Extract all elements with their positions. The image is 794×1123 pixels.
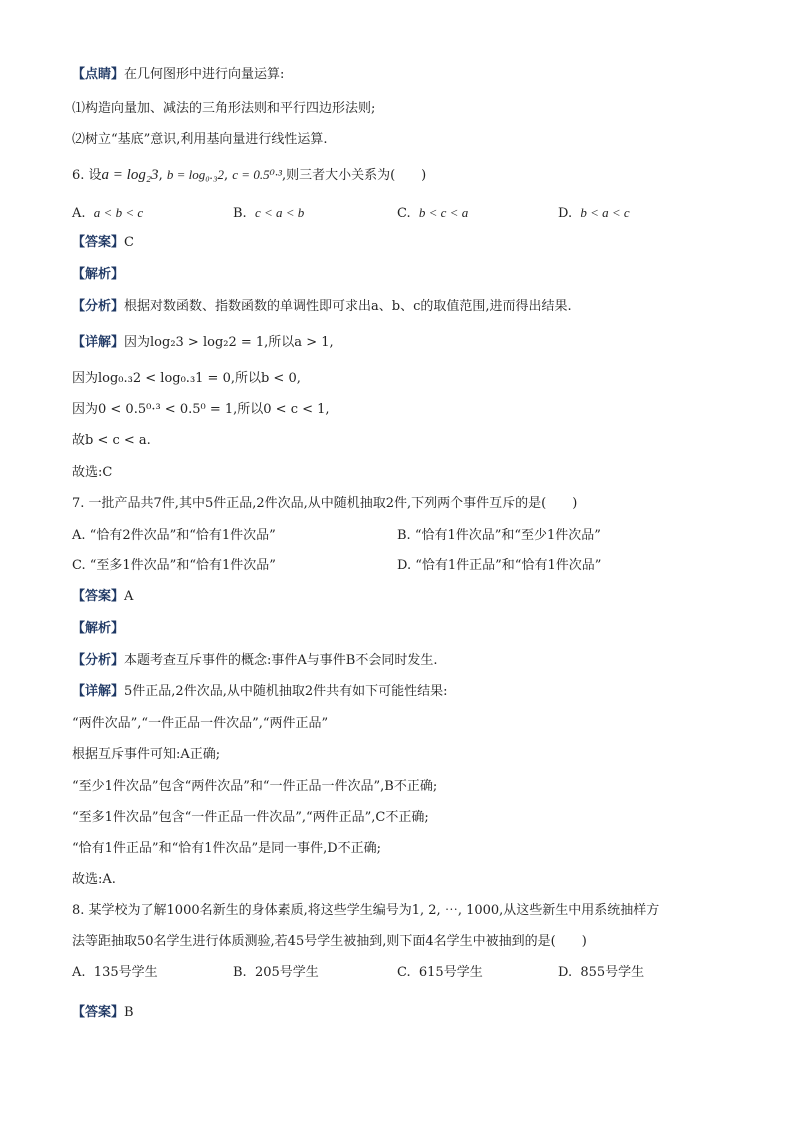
- q8-answer: [72, 1004, 134, 1022]
- option-text: 615号学生: [418, 965, 483, 980]
- answer-value: C: [124, 235, 134, 250]
- option-text: b < c < a: [418, 205, 469, 220]
- option-text: 855号学生: [580, 965, 645, 980]
- q8-option-d: [558, 964, 644, 982]
- option-label: B.: [233, 965, 247, 980]
- option-text: 205号学生: [254, 965, 319, 980]
- option-text: “恰有1件正品”和“恰有1件次品”: [415, 558, 602, 573]
- answer-label: 【答案】: [72, 589, 125, 604]
- q6-stem-suffix: ,则三者大小关系为( ): [281, 168, 427, 183]
- detail-label: 【详解】: [72, 684, 125, 699]
- analysis-label: 【解析】: [72, 267, 125, 282]
- option-label: D.: [558, 206, 573, 221]
- option-label: A.: [72, 528, 86, 543]
- option-label: C.: [72, 558, 86, 573]
- q8-stem-line-2: 法等距抽取50名学生进行体质测验,若45号学生被抽到,则下面4名学生中被抽到的是( ): [72, 934, 587, 949]
- q6-option-c: [397, 204, 468, 223]
- q7-option-b: [397, 527, 601, 545]
- q6-b-expr: b = log₀.₃2: [166, 167, 225, 182]
- fenxi-label: 【分析】: [72, 299, 125, 314]
- option-text: “恰有1件次品”和“至少1件次品”: [414, 528, 601, 543]
- q7-detail-line-3: “至少1件次品”包含“两件次品”和“一件正品一件次品”,B不正确;: [72, 779, 438, 794]
- option-text: 135号学生: [93, 965, 158, 980]
- option-text: b < a < c: [580, 205, 630, 220]
- q7-fenxi: [72, 652, 437, 670]
- q6-option-a: [72, 204, 143, 223]
- q8-option-a: [72, 964, 158, 982]
- option-label: C.: [397, 206, 411, 221]
- q8-option-c: [397, 964, 483, 982]
- q6-a-expr: a = log₂3: [101, 167, 159, 183]
- option-text: a < b < c: [93, 205, 144, 220]
- option-text: c < a < b: [254, 205, 305, 220]
- q6-analysis: [72, 266, 124, 284]
- answer-value: A: [124, 589, 134, 604]
- q7-answer: [72, 588, 133, 606]
- q8-stem-line-1: 8. 某学校为了解1000名新生的身体素质,将这些学生编号为1, 2, ⋯, 1000,从这些新生中用系统抽样方: [72, 903, 660, 918]
- q7-option-c: [72, 557, 276, 575]
- answer-label: 【答案】: [72, 1005, 125, 1020]
- option-text: “恰有2件次品”和“恰有1件次品”: [89, 528, 276, 543]
- detail-line: 因为log₂3 > log₂2 = 1,所以a > 1,: [124, 335, 334, 350]
- q6-answer: [72, 234, 134, 252]
- fenxi-label: 【分析】: [72, 653, 125, 668]
- fenxi-text: 根据对数函数、指数函数的单调性即可求出a、b、c的取值范围,进而得出结果.: [124, 299, 572, 314]
- q6-stem: 6. 设a = log₂3, b = log₀.₃2, c = 0.5⁰·³,则三者大小关系为( ): [72, 167, 427, 183]
- analysis-label: 【解析】: [72, 621, 125, 636]
- answer-label: 【答案】: [72, 235, 125, 250]
- q6-stem-prefix: 6. 设: [72, 168, 102, 183]
- detail-label: 【详解】: [72, 335, 125, 350]
- option-label: D.: [397, 558, 412, 573]
- tips-item-1: ⑴构造向量加、减法的三角形法则和平行四边形法则;: [72, 101, 376, 116]
- option-label: A.: [72, 965, 86, 980]
- q6-fenxi: [72, 298, 572, 316]
- option-label: C.: [397, 965, 411, 980]
- option-label: B.: [233, 206, 247, 221]
- answer-value: B: [124, 1005, 134, 1020]
- q7-detail-line-5: “恰有1件正品”和“恰有1件次品”是同一事件,D不正确;: [72, 841, 382, 856]
- q6-detail: [72, 334, 334, 352]
- q6-option-b: [233, 204, 304, 223]
- q6-detail-line-3: 因为0 < 0.5⁰·³ < 0.5⁰ = 1,所以0 < c < 1,: [72, 402, 330, 417]
- option-label: A.: [72, 206, 86, 221]
- tips-text: 在几何图形中进行向量运算:: [124, 67, 285, 82]
- fenxi-text: 本题考查互斥事件的概念:事件A与事件B不会同时发生.: [124, 653, 438, 668]
- q7-detail-line-6: 故选:A.: [72, 872, 116, 887]
- q7-detail-line-4: “至多1件次品”包含“一件正品一件次品”,“两件正品”,C不正确;: [72, 810, 429, 825]
- q7-detail: [72, 683, 447, 701]
- tips-line: [72, 66, 284, 84]
- q7-option-a: [72, 527, 276, 545]
- q7-stem: 7. 一批产品共7件,其中5件正品,2件次品,从中随机抽取2件,下列两个事件互斥的是( ): [72, 496, 578, 511]
- tips-label: 【点睛】: [72, 67, 125, 82]
- q6-option-d: [558, 204, 630, 223]
- q6-detail-line-5: 故选:C: [72, 465, 113, 480]
- q6-c-expr: c = 0.5⁰·³: [232, 167, 282, 182]
- q7-analysis: [72, 620, 124, 638]
- option-label: B.: [397, 528, 411, 543]
- q6-detail-line-2: 因为log₀.₃2 < log₀.₃1 = 0,所以b < 0,: [72, 371, 301, 386]
- q7-detail-line-1: “两件次品”,“一件正品一件次品”,“两件正品”: [72, 716, 329, 731]
- option-label: D.: [558, 965, 573, 980]
- tips-item-2: ⑵树立“基底”意识,利用基向量进行线性运算.: [72, 132, 328, 147]
- q8-option-b: [233, 964, 319, 982]
- q7-option-d: [397, 557, 601, 575]
- q7-detail-line-2: 根据互斥事件可知:A正确;: [72, 747, 221, 762]
- detail-line: 5件正品,2件次品,从中随机抽取2件共有如下可能性结果:: [124, 684, 448, 699]
- q6-detail-line-4: 故b < c < a.: [72, 433, 151, 448]
- option-text: “至多1件次品”和“恰有1件次品”: [89, 558, 276, 573]
